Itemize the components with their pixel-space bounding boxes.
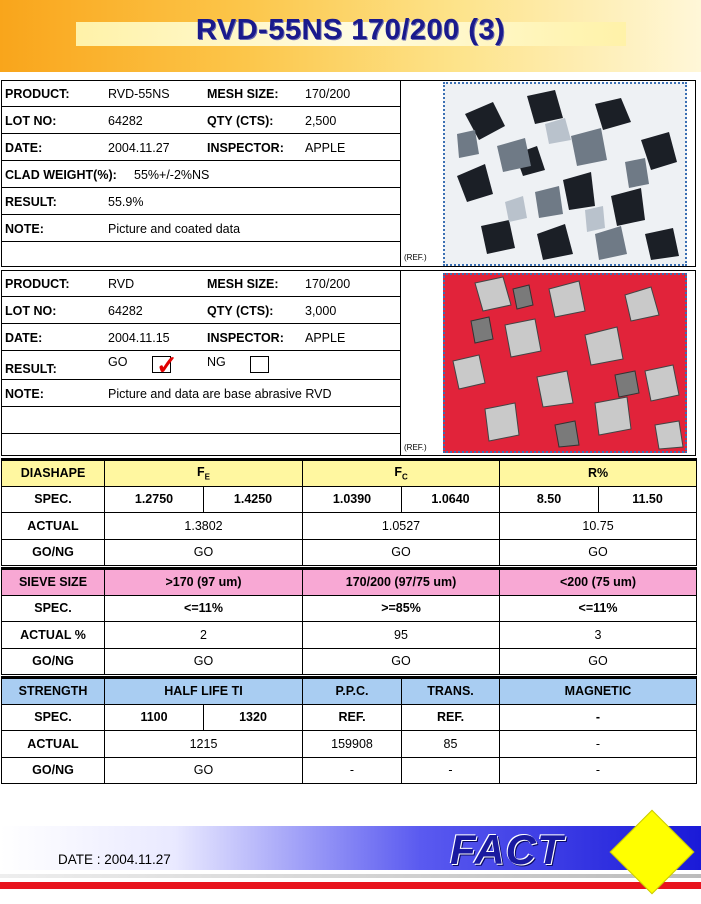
table-row: SIEVE SIZE >170 (97 um) 170/200 (97/75 um) <200 (75 um)	[2, 569, 697, 596]
fact-logo: FACT	[450, 826, 564, 873]
lot-value: 64282	[108, 114, 143, 128]
info-row-result: RESULT: GO ✓ NG	[2, 352, 401, 380]
go-option-label: GO	[108, 355, 128, 369]
product-value: RVD-55NS	[108, 87, 170, 101]
checkmark-icon: ✓	[156, 350, 178, 380]
sieve-size-table	[1, 567, 697, 675]
table-row: ACTUAL 1.3802 1.0527 10.75	[2, 513, 697, 540]
mesh-value: 170/200	[305, 87, 351, 101]
info-row-lot: LOT NO: 64282 QTY (CTS): 3,000	[2, 298, 401, 324]
table-row: GO/NG GO GO GO	[2, 539, 697, 566]
ref-label: (REF.)	[404, 253, 427, 262]
info-row-note: NOTE: Picture and coated data	[2, 216, 401, 242]
coated-diamond-photo	[443, 82, 687, 266]
inspector-value: APPLE	[305, 331, 346, 345]
fc-header: $F_C$	[303, 460, 500, 487]
info-row-product: PRODUCT: RVD MESH SIZE: 170/200	[2, 271, 401, 297]
sieve-header: SIEVE SIZE	[2, 569, 105, 596]
footer-red-line	[0, 882, 701, 889]
note-value: Picture and data are base abrasive RVD	[108, 387, 332, 401]
info-row-lot: LOT NO: 64282 QTY (CTS): 2,500	[2, 108, 401, 134]
date-value: 2004.11.27	[108, 141, 170, 155]
base-abrasive-panel	[1, 270, 696, 456]
table-row: SPEC. 1100 1320 REF. REF. -	[2, 704, 697, 731]
info-row-note: NOTE: Picture and data are base abrasive RVD	[2, 381, 401, 407]
result-value: 55.9%	[108, 195, 144, 209]
strength-table	[1, 676, 697, 784]
coated-product-panel	[1, 80, 696, 267]
base-info	[2, 271, 401, 455]
base-abrasive-photo	[443, 273, 687, 453]
qty-value: 3,000	[305, 304, 337, 318]
ref-label: (REF.)	[404, 443, 427, 452]
info-row-date: DATE: 2004.11.15 INSPECTOR: APPLE	[2, 325, 401, 351]
footer-date: DATE : 2004.11.27	[58, 852, 171, 867]
mesh-value: 170/200	[305, 277, 351, 291]
inspector-value: APPLE	[305, 141, 346, 155]
info-row-blank	[2, 408, 401, 434]
table-row: SPEC. 1.2750 1.4250 1.0390 1.0640 8.50 11.50	[2, 486, 697, 513]
header-banner	[0, 0, 701, 72]
date-value: 2004.11.15	[108, 331, 170, 345]
lot-value: 64282	[108, 304, 143, 318]
table-row: ACTUAL % 2 95 3	[2, 622, 697, 649]
note-value: Picture and coated data	[108, 222, 241, 236]
page-title: RVD-55NS 170/200 (3)	[195, 14, 506, 46]
table-row	[2, 460, 697, 487]
fe-header: $F_E$	[105, 460, 303, 487]
ng-checkbox[interactable]	[250, 356, 269, 373]
table-row: SPEC. <=11% >=85% <=11%	[2, 595, 697, 622]
table-row: ACTUAL 1215 159908 85 -	[2, 731, 697, 758]
info-row-result: RESULT: 55.9%	[2, 189, 401, 215]
table-row: GO/NG GO GO GO	[2, 648, 697, 675]
info-row-product: PRODUCT: RVD-55NS MESH SIZE: 170/200	[2, 81, 401, 107]
info-row-clad: CLAD WEIGHT(%): 55%+/-2%NS	[2, 162, 401, 188]
diashape-header: DIASHAPE	[2, 460, 105, 487]
product-value: RVD	[108, 277, 135, 291]
table-row: GO/NG GO - - -	[2, 757, 697, 784]
base-crystal-image	[445, 275, 685, 451]
strength-header: STRENGTH	[2, 678, 105, 705]
clad-value: 55%+/-2%NS	[134, 168, 210, 182]
diashape-table	[1, 458, 697, 566]
coated-crystal-image	[445, 84, 685, 264]
r-percent-header: R%	[500, 460, 697, 487]
coated-info	[2, 81, 401, 266]
footer-divider	[0, 874, 701, 878]
info-row-date: DATE: 2004.11.27 INSPECTOR: APPLE	[2, 135, 401, 161]
table-row: STRENGTH HALF LIFE TI P.P.C. TRANS. MAGNETIC	[2, 678, 697, 705]
ng-option-label: NG	[207, 355, 226, 369]
qty-value: 2,500	[305, 114, 337, 128]
